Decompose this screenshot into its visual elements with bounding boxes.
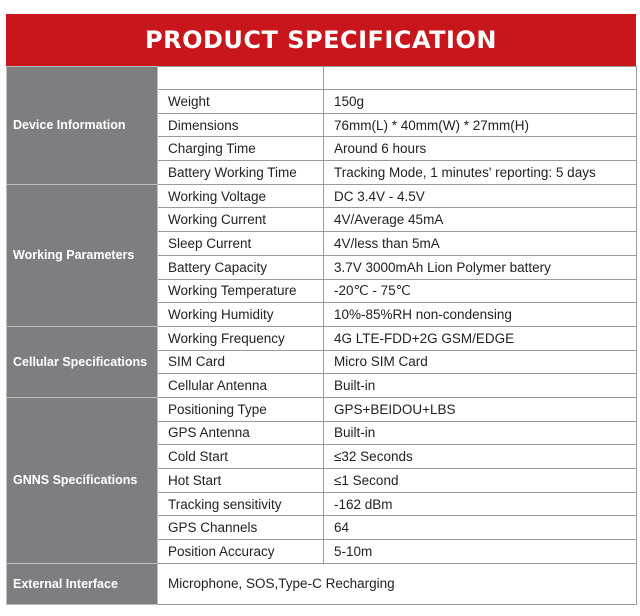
page-title: PRODUCT SPECIFICATION [6, 14, 636, 66]
spec-value: 4V/less than 5mA [324, 232, 637, 256]
spec-label: Working Frequency [158, 326, 324, 350]
spec-label: Charging Time [158, 137, 324, 161]
spec-label: Position Accuracy [158, 540, 324, 564]
spec-value: Around 6 hours [324, 137, 637, 161]
spec-label: SIM Card [158, 350, 324, 374]
spec-value: 64 [324, 516, 637, 540]
table-row [7, 397, 637, 421]
spec-value: Micro SIM Card [324, 350, 637, 374]
spec-table [6, 66, 637, 605]
group-working-parameters: Working Parameters [7, 184, 158, 326]
spec-value: Microphone, SOS,Type-C Recharging [158, 563, 637, 604]
spec-value: ≤32 Seconds [324, 445, 637, 469]
table-row [7, 67, 637, 90]
spec-value: Tracking Mode, 1 minutes' reporting: 5 days [324, 161, 637, 185]
spec-label: GPS Antenna [158, 421, 324, 445]
blank-cell [158, 67, 324, 90]
table-row [7, 184, 637, 208]
spec-label: Tracking sensitivity [158, 492, 324, 516]
spec-label: Working Current [158, 208, 324, 232]
spec-label: Cellular Antenna [158, 374, 324, 398]
spec-label: Battery Working Time [158, 161, 324, 185]
spec-value: 4V/Average 45mA [324, 208, 637, 232]
group-device-information: Device Information [7, 67, 158, 185]
spec-label: Battery Capacity [158, 255, 324, 279]
spec-value: Built-in [324, 421, 637, 445]
spec-value: -20℃ - 75℃ [324, 279, 637, 303]
group-cellular-specifications: Cellular Specifications [7, 326, 158, 397]
spec-label: Cold Start [158, 445, 324, 469]
spec-label: Weight [158, 90, 324, 114]
spec-value: DC 3.4V - 4.5V [324, 184, 637, 208]
spec-value: ≤1 Second [324, 469, 637, 493]
spec-value: 4G LTE-FDD+2G GSM/EDGE [324, 326, 637, 350]
spec-label: Working Humidity [158, 303, 324, 327]
spec-label: Sleep Current [158, 232, 324, 256]
spec-value: 10%-85%RH non-condensing [324, 303, 637, 327]
spec-label: Dimensions [158, 113, 324, 137]
spec-value: Built-in [324, 374, 637, 398]
group-external-interface: External Interface [7, 563, 158, 604]
spec-value: 3.7V 3000mAh Lion Polymer battery [324, 255, 637, 279]
blank-cell [324, 67, 637, 90]
table-row [7, 563, 637, 604]
spec-value: -162 dBm [324, 492, 637, 516]
spec-label: Hot Start [158, 469, 324, 493]
spec-value: GPS+BEIDOU+LBS [324, 397, 637, 421]
spec-label: GPS Channels [158, 516, 324, 540]
group-gnns-specifications: GNNS Specifications [7, 397, 158, 563]
spec-label: Working Voltage [158, 184, 324, 208]
spec-value: 76mm(L) * 40mm(W) * 27mm(H) [324, 113, 637, 137]
spec-value: 5-10m [324, 540, 637, 564]
spec-label: Positioning Type [158, 397, 324, 421]
table-row [7, 326, 637, 350]
spec-value: 150g [324, 90, 637, 114]
spec-label: Working Temperature [158, 279, 324, 303]
